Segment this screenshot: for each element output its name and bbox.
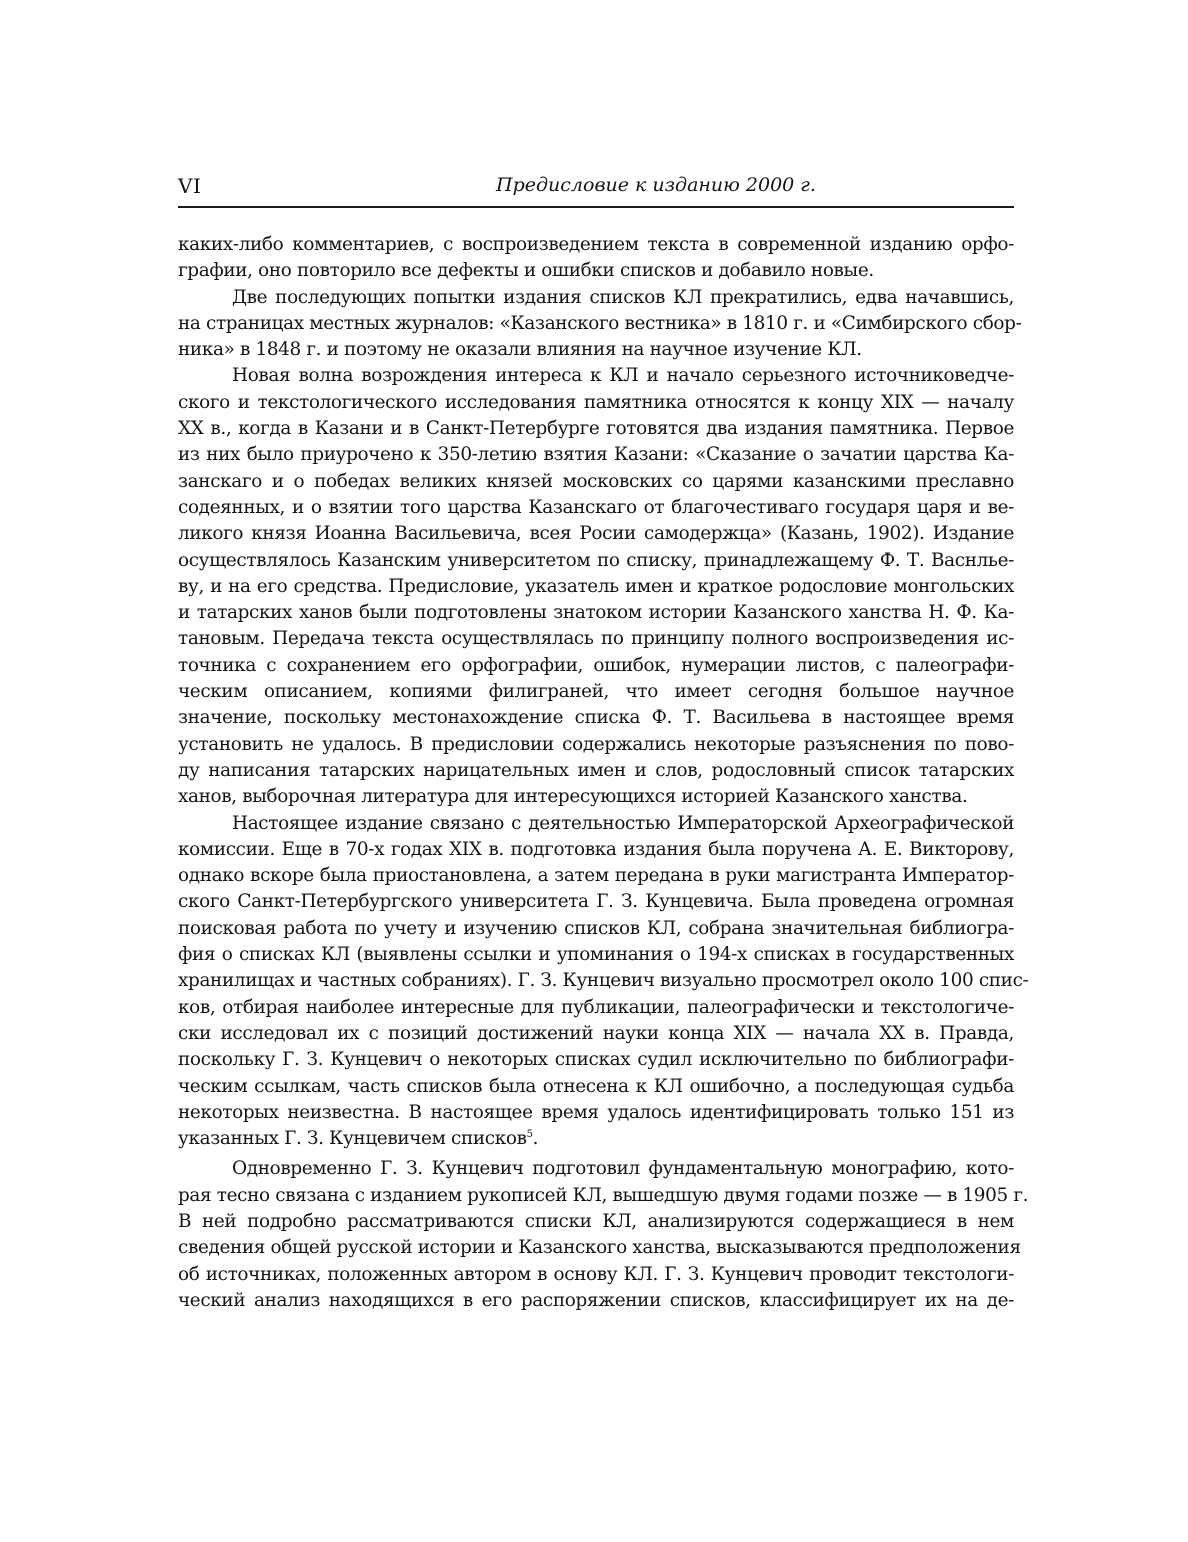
text-line: Одновременно Г. З. Кунцевич подготовил фундаментальную монографию, кото-	[232, 1158, 1014, 1180]
text-line: однако вскоре была приостановлена, а затем передана в руки магистранта Император-	[178, 865, 1014, 887]
running-title: Предисловие к изданию 2000 г.	[496, 174, 816, 196]
text-line: точника с сохранением его орфографии, ошибок, нумерации листов, с палеографи-	[178, 654, 1014, 676]
running-header	[178, 170, 1014, 210]
sentence-end: .	[532, 1128, 539, 1150]
text-line: тановым. Передача текста осуществлялась по принципу полного воспроизведения ис-	[178, 628, 1014, 650]
page-number: VI	[178, 174, 202, 198]
text-line: комиссии. Еще в 70-х годах XIX в. подготовка издания была поручена А. Е. Викторову,	[178, 838, 1014, 860]
text-line: ду написания татарских нарицательных имен и слов, родословный список татарских	[178, 759, 1014, 781]
paragraph-2	[178, 285, 1022, 364]
text-line: ческим описанием, копиями филиграней, что имеет сегодня большое научное	[178, 681, 1014, 703]
paragraph-5	[178, 1156, 1029, 1314]
text-line: и татарских ханов были подготовлены знатоком истории Казанского ханства Н. Ф. Ка-	[178, 602, 1014, 624]
text-line: каких-либо комментариев, с воспроизведением текста в современной изданию орфо-	[178, 234, 1014, 255]
text-line: установить не удалось. В предисловии содержались некоторые разъяснения по пово-	[178, 733, 1014, 755]
text-line: Две последующих попытки издания списков КЛ прекратились, едва начавшись,	[232, 286, 1014, 308]
text-line: ханов, выборочная литература для интересующихся историей Казанского ханства.	[178, 786, 968, 808]
text-line: ву, и на его средства. Предисловие, указатель имен и краткое родословие монгольских	[178, 575, 1014, 597]
text-line: ского и текстологического исследования памятника относятся к концу XIX — началу	[178, 391, 1014, 413]
text-line: Настоящее издание связано с деятельностью Императорской Археографической	[232, 812, 1014, 834]
text-line: фия о списках КЛ (выявлены ссылки и упоминания о 194-х списках в государственных	[178, 944, 1014, 966]
paragraph-4	[178, 811, 1029, 1153]
header-rule	[178, 206, 1014, 208]
text-line: поскольку Г. З. Кунцевич о некоторых списках судил исключительно по библиографи-	[178, 1049, 1014, 1071]
text-line: занскаго и о победах великих князей московских со царями казанскими преславно	[178, 470, 1014, 492]
text-line: на страницах местных журналов: «Казанского вестника» в 1810 г. и «Симбирского сбор-	[178, 312, 1022, 334]
text-line: об источниках, положенных автором в основу КЛ. Г. З. Кунцевич проводит текстологи-	[178, 1263, 1014, 1285]
text-line: рая тесно связана с изданием рукописей КЛ, вышедшую двумя годами позже — в 1905 г.	[178, 1184, 1029, 1206]
text-line: хранилищах и частных собраниях). Г. З. Кунцевич визуально просмотрел около 100 спис-	[178, 970, 1029, 992]
text-line: из них было приурочено к 350-летию взятия Казани: «Сказание о зачатии царства Ка-	[178, 444, 1014, 466]
text-line: ски исследовал их с позиций достижений науки конца XIX — начала XX в. Правда,	[178, 1022, 1014, 1044]
text-line: ков, отбирая наиболее интересные для публикации, палеографически и текстологиче-	[178, 996, 1014, 1018]
text-line-content: указанных Г. З. Кунцевичем списков	[178, 1128, 527, 1150]
text-line: ника» в 1848 г. и поэтому не оказали влияния на научное изучение КЛ.	[178, 339, 862, 361]
text-line: графии, оно повторило все дефекты и ошибки списков и добавило новые.	[178, 260, 874, 282]
text-line: осуществлялось Казанским университетом по списку, принадлежащему Ф. Т. Васнлье-	[178, 549, 1014, 571]
body-text	[178, 232, 1029, 1314]
text-line: XX в., когда в Казани и в Санкт-Петербурге готовятся два издания памятника. Первое	[178, 418, 1014, 440]
text-line: ческий анализ находящихся в его распоряжении списков, классифицирует их на де-	[178, 1289, 1014, 1311]
text-line: ликого князя Иоанна Васильевича, всея Росии самодержца» (Казань, 1902). Издание	[178, 523, 1014, 545]
text-line: содеянных, и о взятии того царства Казанскаго от благочестиваго государя царя и ве-	[178, 496, 1014, 518]
text-line: Новая волна возрождения интереса к КЛ и начало серьезного источниковедче-	[232, 365, 1014, 387]
text-line: ческим ссылкам, часть списков была отнесена к КЛ ошибочно, а последующая судьба	[178, 1075, 1014, 1097]
text-line: ского Санкт-Петербургского университета Г. З. Кунцевича. Была проведена огромная	[178, 891, 1014, 913]
text-line: В ней подробно рассматриваются списки КЛ, анализируются содержащиеся в нем	[178, 1210, 1014, 1232]
text-line: некоторых неизвестна. В настоящее время удалось идентифицировать только 151 из	[178, 1101, 1014, 1123]
footnote-ref[interactable]: 5	[526, 1128, 533, 1140]
text-line: значение, поскольку местонахождение списка Ф. Т. Васильева в настоящее время	[178, 707, 1014, 729]
text-line: поисковая работа по учету и изучению списков КЛ, собрана значительная библиогра-	[178, 917, 1014, 939]
text-line: сведения общей русской истории и Казанского ханства, высказываются предположения	[178, 1237, 1021, 1259]
paragraph-3	[178, 363, 1014, 810]
paragraph-1	[178, 232, 1014, 285]
text-line	[178, 1126, 1014, 1152]
